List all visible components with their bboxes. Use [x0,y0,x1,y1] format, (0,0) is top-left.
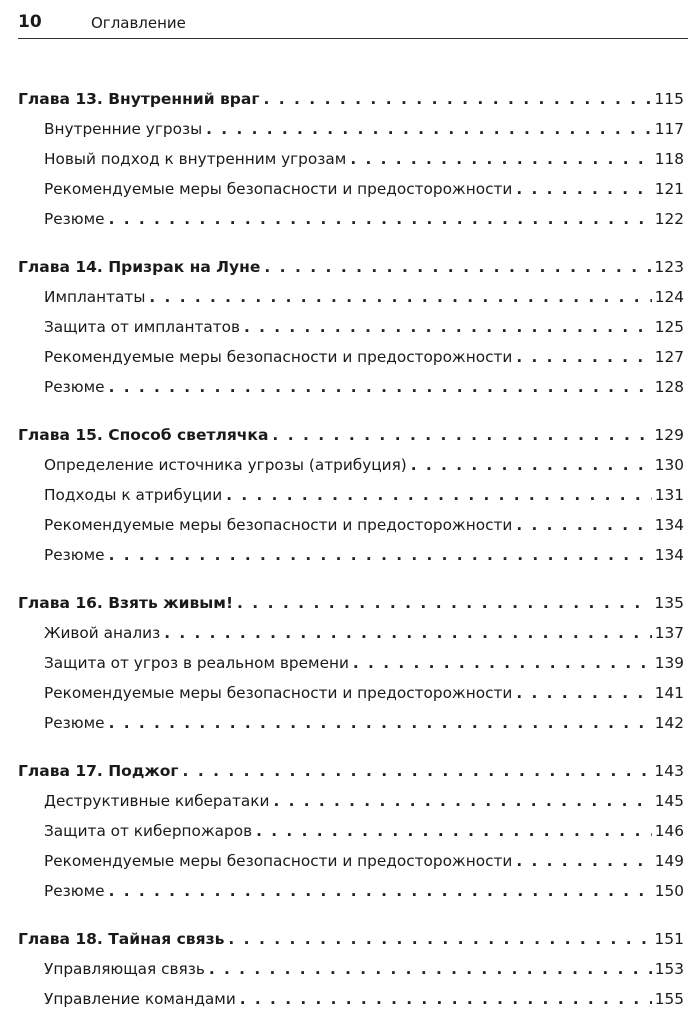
dot-leader [228,924,651,954]
section-page: 134 [654,516,684,534]
dot-leader [273,786,651,816]
chapter-13 [18,84,684,234]
section-page: 153 [654,960,684,978]
section-entry[interactable] [18,876,684,906]
section-entry[interactable] [18,312,684,342]
dot-leader [209,954,652,984]
section-page: 124 [654,288,684,306]
dot-leader [240,984,652,1014]
dot-leader [516,846,651,876]
dot-leader [350,144,651,174]
section-page: 122 [654,210,684,228]
chapter-page: 135 [654,594,684,612]
chapter-title: Глава 16. Взять живым! [18,594,234,612]
chapter-entry[interactable] [18,84,684,114]
section-title: Внутренние угрозы [44,120,203,138]
dot-leader [109,708,652,738]
dot-leader [516,678,651,708]
dot-leader [206,114,652,144]
section-title: Резюме [44,378,105,396]
table-of-contents [18,84,684,1032]
section-page: 155 [654,990,684,1008]
chapter-page: 143 [654,762,684,780]
section-entry[interactable] [18,174,684,204]
dot-leader [516,510,651,540]
section-entry[interactable] [18,144,684,174]
dot-leader [183,756,652,786]
dot-leader [411,450,652,480]
dot-leader [109,204,652,234]
dot-leader [109,876,652,906]
section-page: 150 [654,882,684,900]
chapter-title: Глава 18. Тайная связь [18,930,225,948]
section-page: 127 [654,348,684,366]
section-title: Живой анализ [44,624,161,642]
section-page: 145 [654,792,684,810]
section-entry[interactable] [18,372,684,402]
section-entry[interactable] [18,954,684,984]
dot-leader [256,816,652,846]
chapter-entry[interactable] [18,924,684,954]
section-page: 141 [654,684,684,702]
section-page: 146 [654,822,684,840]
section-title: Рекомендуемые меры безопасности и предосторожности [44,852,513,870]
section-entry[interactable] [18,204,684,234]
section-entry[interactable] [18,648,684,678]
dot-leader [516,174,651,204]
chapter-17 [18,756,684,906]
chapter-entry[interactable] [18,756,684,786]
section-title: Рекомендуемые меры безопасности и предосторожности [44,684,513,702]
section-entry[interactable] [18,786,684,816]
dot-leader [164,618,652,648]
section-page: 142 [654,714,684,732]
section-entry[interactable] [18,510,684,540]
section-entry[interactable] [18,282,684,312]
dot-leader [109,540,652,570]
section-title: Управление командами [44,990,236,1008]
dot-leader [516,342,651,372]
dot-leader [263,84,651,114]
dot-leader [264,252,651,282]
section-page: 128 [654,378,684,396]
section-entry[interactable] [18,816,684,846]
page-header [18,10,688,39]
chapter-14 [18,252,684,402]
chapter-title: Глава 17. Поджог [18,762,179,780]
section-entry[interactable] [18,708,684,738]
chapter-18 [18,924,684,1014]
section-entry[interactable] [18,678,684,708]
section-title: Деструктивные кибератаки [44,792,270,810]
dot-leader [353,648,652,678]
section-page: 131 [654,486,684,504]
chapter-16 [18,588,684,738]
running-title: Оглавление [91,14,186,32]
chapter-page: 123 [654,258,684,276]
section-title: Защита от имплантатов [44,318,241,336]
section-title: Рекомендуемые меры безопасности и предосторожности [44,180,513,198]
section-page: 117 [654,120,684,138]
chapter-entry[interactable] [18,588,684,618]
section-title: Резюме [44,546,105,564]
chapter-page: 129 [654,426,684,444]
section-entry[interactable] [18,480,684,510]
section-entry[interactable] [18,846,684,876]
chapter-page: 115 [654,90,684,108]
dot-leader [109,372,652,402]
section-entry[interactable] [18,540,684,570]
section-page: 134 [654,546,684,564]
section-title: Защита от киберпожаров [44,822,253,840]
section-entry[interactable] [18,342,684,372]
dot-leader [226,480,652,510]
section-title: Резюме [44,714,105,732]
section-page: 149 [654,852,684,870]
section-entry[interactable] [18,114,684,144]
dot-leader [149,282,651,312]
chapter-entry[interactable] [18,420,684,450]
section-page: 139 [654,654,684,672]
section-page: 118 [654,150,684,168]
section-page: 130 [654,456,684,474]
section-page: 125 [654,318,684,336]
section-page: 121 [654,180,684,198]
section-title: Новый подход к внутренним угрозам [44,150,347,168]
section-page: 137 [654,624,684,642]
page-number: 10 [18,12,42,32]
section-title: Имплантаты [44,288,146,306]
section-entry[interactable] [18,450,684,480]
chapter-entry[interactable] [18,252,684,282]
section-title: Определение источника угрозы (атрибуция) [44,456,407,474]
section-title: Подходы к атрибуции [44,486,223,504]
section-entry[interactable] [18,618,684,648]
chapter-15 [18,420,684,570]
dot-leader [272,420,651,450]
section-title: Управляющая связь [44,960,205,978]
chapter-title: Глава 13. Внутренний враг [18,90,260,108]
section-title: Рекомендуемые меры безопасности и предосторожности [44,516,513,534]
dot-leader [237,588,651,618]
dot-leader [244,312,652,342]
section-title: Резюме [44,210,105,228]
chapter-page: 151 [654,930,684,948]
section-title: Защита от угроз в реальном времени [44,654,349,672]
chapter-title: Глава 15. Способ светлячка [18,426,269,444]
section-title: Резюме [44,882,105,900]
section-entry[interactable] [18,984,684,1014]
chapter-title: Глава 14. Призрак на Луне [18,258,261,276]
section-title: Рекомендуемые меры безопасности и предосторожности [44,348,513,366]
